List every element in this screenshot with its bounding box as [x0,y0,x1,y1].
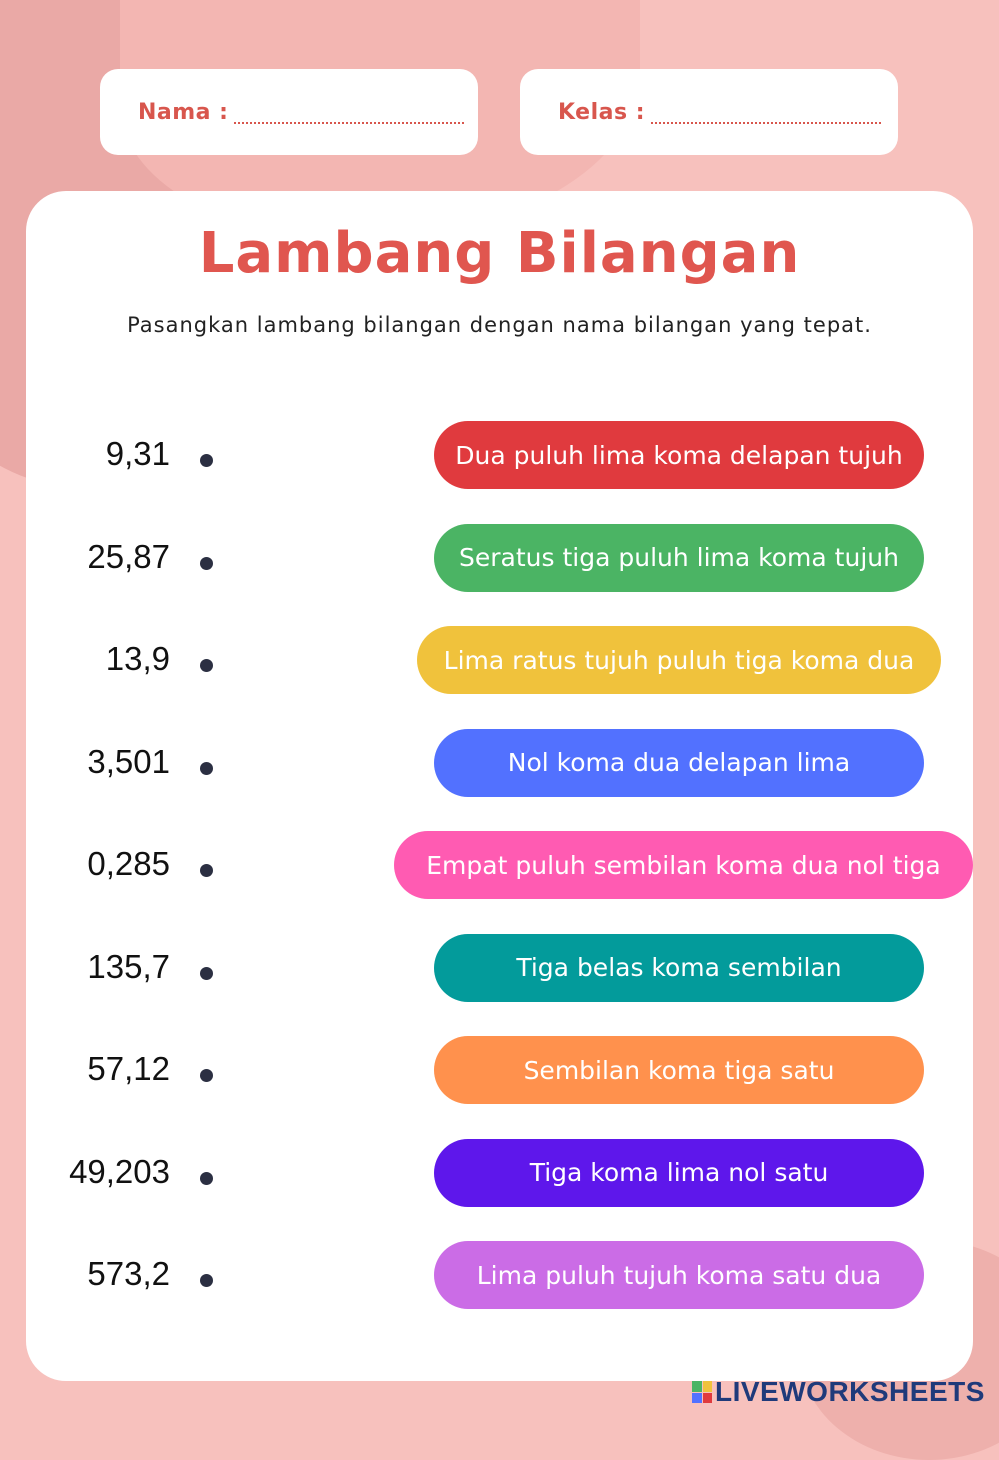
name-field-card[interactable] [100,69,478,155]
left-match-dot[interactable] [200,454,213,467]
number-symbol: 57,12 [87,1050,170,1087]
left-match-dot[interactable] [200,967,213,980]
number-symbol: 13,9 [105,640,170,677]
left-match-dot[interactable] [200,557,213,570]
left-match-dot[interactable] [200,1172,213,1185]
answer-option[interactable]: Sembilan koma tiga satu [434,1036,924,1104]
class-label: Kelas : [558,99,646,125]
answer-option[interactable]: Lima puluh tujuh koma satu dua [434,1241,924,1309]
class-field-card[interactable] [520,69,898,155]
left-match-dot[interactable] [200,762,213,775]
worksheet-instruction: Pasangkan lambang bilangan dengan nama bilangan yang tepat. [127,313,872,337]
number-symbol: 49,203 [69,1152,170,1190]
number-symbol: 25,87 [87,537,170,575]
number-symbol: 3,501 [87,742,170,780]
name-input-line[interactable] [234,100,464,124]
number-symbol: 135,7 [87,947,170,985]
answer-option[interactable]: Dua puluh lima koma delapan tujuh [434,421,924,489]
answer-option[interactable]: Lima ratus tujuh puluh tiga koma dua [417,626,941,694]
left-match-dot[interactable] [200,864,213,877]
liveworksheets-logo-icon [692,1381,712,1403]
number-symbol: 0,285 [87,845,170,882]
number-symbol: 573,2 [87,1255,170,1292]
name-label: Nama : [138,99,229,125]
answer-option[interactable]: Tiga koma lima nol satu [434,1139,924,1207]
left-match-dot[interactable] [200,659,213,672]
brand-name: LIVEWORKSHEETS [715,1376,985,1407]
left-match-dot[interactable] [200,1274,213,1287]
answer-option[interactable]: Empat puluh sembilan koma dua nol tiga [394,831,973,899]
number-symbol: 9,31 [105,435,170,472]
answer-option[interactable]: Nol koma dua delapan lima [434,729,924,797]
brand-footer [692,1376,985,1408]
left-match-dot[interactable] [200,1069,213,1082]
answer-option[interactable]: Seratus tiga puluh lima koma tujuh [434,524,924,592]
answer-option[interactable]: Tiga belas koma sembilan [434,934,924,1002]
class-input-line[interactable] [651,100,881,124]
worksheet-title: Lambang Bilangan [198,221,801,286]
